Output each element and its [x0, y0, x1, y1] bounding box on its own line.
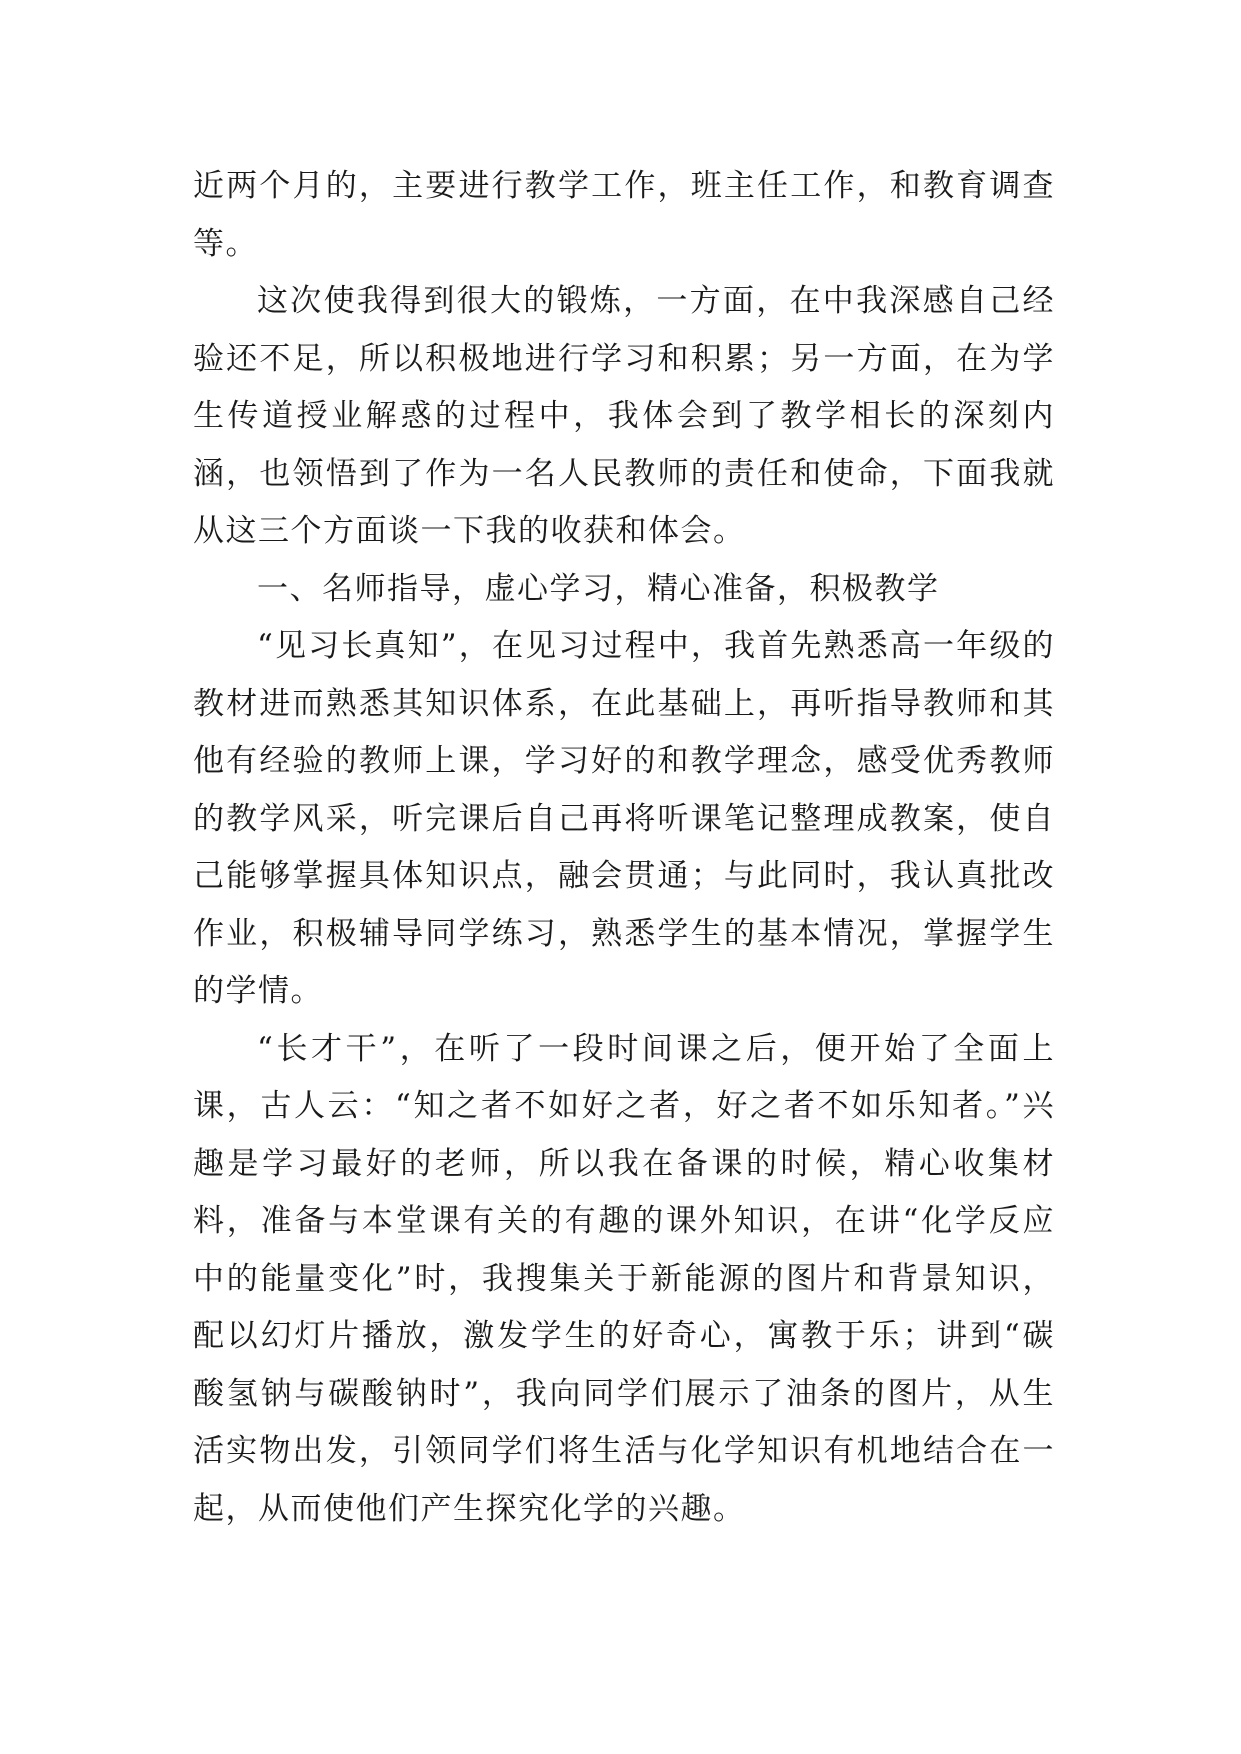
paragraph-knowledge: “见习长真知”，在见习过程中，我首先熟悉高一年级的教材进而熟悉其知识体系，在此基础上，再听指导教师和其他有经验的教师上课，学习好的和教学理念，感受优秀教师的教学风采，听完课后自己再将听课笔记整理成教案，使自己能够掌握具体知识点，融会贯通；与此同时，我认真批改作业，积极辅导同学练习，熟悉学生的基本情况，掌握学生的学情。: [193, 628, 1055, 1009]
paragraph-teaching: “长才干”，在听了一段时间课之后，便开始了全面上课，古人云：“知之者不如好之者，好之者不如乐知者。”兴趣是学习最好的老师，所以我在备课的时候，精心收集材料，准备与本堂课有关的有趣的课外知识，在讲“化学反应中的能量变化”时，我搜集关于新能源的图片和背景知识，配以幻灯片播放，激发学生的好奇心，寓教于乐；讲到“碳酸氢钠与碳酸钠时”，我向同学们展示了油条的图片，从生活实物出发，引领同学们将生活与化学知识有机地结合在一起，从而使他们产生探究化学的兴趣。: [193, 1030, 1055, 1527]
paragraph-intro: 近两个月的，主要进行教学工作，班主任工作，和教育调查等。: [193, 168, 1055, 262]
document-body: [193, 158, 1055, 1538]
paragraph-experience: 这次使我得到很大的锻炼，一方面，在中我深感自己经验还不足，所以积极地进行学习和积累；另一方面，在为学生传道授业解惑的过程中，我体会到了教学相长的深刻内涵，也领悟到了作为一名人民教师的责任和使命，下面我就从这三个方面谈一下我的收获和体会。: [193, 283, 1055, 549]
section-heading-1: 一、名师指导，虚心学习，精心准备，积极教学: [257, 570, 940, 607]
